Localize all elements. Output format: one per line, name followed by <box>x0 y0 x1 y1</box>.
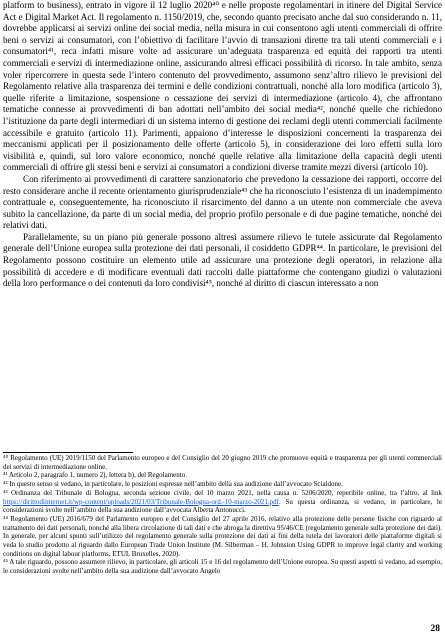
footnote-43-link[interactable]: https://dirittodiinternet.it/wp-content/uploads/2021/03/Tribunale-Bologna-ord.-10-marzo-2021.pdf <box>3 497 280 506</box>
footnote-45: ⁴⁵ A tale riguardo, possono assumere rilievo, in particolare, gli articoli 15 e 16 del regolamento dell’Unione europea. Su questi aspetti si vedano, ad esempio, le considerazioni svolte nell’ambito della sua audizione dall’avvocato Angelo <box>3 558 442 576</box>
footnote-41: ⁴¹ Articolo 2, paragrafo 1, numero 2), lettera b), del Regolamento. <box>3 471 187 480</box>
footnote-43-text: ⁴³ Ordinanza del Tribunale di Bologna, seconda sezione civile, del 10 marzo 2021, nella causa n. 5206/2020, reperibile online, tra l’altro, al link <box>3 488 442 497</box>
paragraph-1: platform to business), entrato in vigore il 12 luglio 2020⁴⁰ e nelle proposte regolamentari in itinere del Digital Service Act e Digital Market Act. Il regolamento n. 1150/2019, che, secondo quanto precisato anche dal suo considerando n. 11, dovrebbe applicarsi ai servizi online dei social media, nella misura in cui consentono agli utenti commerciali di offrire beni o servizi ai consumatori, con l’obiettivo di facilitare l’avvio di transazioni dirette tra tali utenti commerciali e i consumatori⁴¹, reca infatti misure volte ad assicurare un’adeguata trasparenza ed equità dei rapporti tra utenti commerciali e servizi di intermediazione online, assicurando altresì efficaci possibilità di ricorso. In tale ambito, senza voler ripercorrere in questa sede l’intero contenuto del provvedimento, assumono senz’altro rilievo le previsioni del Regolamento relative alla trasparenza dei termini e delle condizioni contrattuali, nonché alla loro modifica (articolo 3), quelle riferite a limitazione, sospensione o cessazione dei servizi di intermediazione (articolo 4), che affrontano tematiche connesse ai provvedimenti di ban adottati nell’ambito dei social media⁴², nonché quelle che richiedono l’istituzione da parte degli intermediari di un sistema interno di gestione dei reclami degli utenti commerciali facilmente accessibile e gratuito (articolo 11). Parimenti, appaiono d’interesse le disposizioni concernenti la trasparenza dei meccanismi applicati per il posizionamento delle offerte (articolo 5), in considerazione dei loro effetti sulla loro visibilità e, quindi, sul loro valore economico, nonché quelle relative alla limitazione della capacità degli utenti commerciali di offrire gli stessi beni e servizi ai consumatori a condizioni diverse tramite mezzi diversi (articolo 10). <box>3 0 442 173</box>
paragraph-3: Parallelamente, su un piano più generale possono altresì assumere rilievo le tutele assicurate dal Regolamento generale dell’Unione europea sulla protezione dei dati personali, il cosiddetto GDPR⁴⁴. In particolare, le previsioni del Regolamento possono costituire un elemento utile ad assicurare una protezione degli operatori, in relazione alla possibilità di accedere e di modificare eventuali dati raccolti dalle piattaforme che contengano giudizi o valutazioni della loro performance o dei contenuti da loro condivisi⁴⁵, nonché al diritto di ciascun interessato a non <box>3 231 442 289</box>
document-page <box>3 0 442 636</box>
footnote-43 <box>3 489 442 515</box>
footnote-divider <box>3 452 133 453</box>
footnote-44: ⁴⁴ Regolamento (UE) 2016/679 del Parlamento europeo e del Consiglio del 27 aprile 2016, relativo alla protezione delle persone fisiche con riguardo al trattamento dei dati personali, nonché alla libera circolazione di tali dati e che abroga la direttiva 95/46/CE (regolamento generale sulla protezione dei dati). In generale, per alcuni spunti sull’utilizzo del regolamento generale sulla protezione dei dati ai fini della tutela dei lavoratori delle piattaforme digitali si veda lo studio prodotto al riguardo dallo European Trade Union Institute (M. Silberman – H. Johnston Using GDPR to improve legal clarity and working conditions on digital labour platforms, ETUI, Bruxelles, 2020). <box>3 514 442 558</box>
footnote-42: ⁴² In questo senso si vedano, in particolare, le posizioni espresse nell’ambito della sua audizione dall’avvocato Scialdone. <box>3 480 343 489</box>
footnotes <box>3 454 442 576</box>
footnote-40: ⁴⁰ Regolamento (UE) 2019/1150 del Parlamento europeo e del Consiglio del 20 giugno 2019 che promuove equità e trasparenza per gli utenti commerciali dei servizi di intermediazione online. <box>3 454 442 471</box>
paragraph-2: Con riferimento ai provvedimenti di carattere sanzionatorio che prevedono la cessazione dei rapporti, occorre del resto considerare anche il recente orientamento giurisprudenziale⁴³ che ha riconosciuto l’esistenza di un inadempimento contrattuale e, conseguentemente, ha riconosciuto il risarcimento del danno a un utente non commerciale che aveva subito la cancellazione, da parte di un social media, del proprio profilo personale e di due pagine tematiche, nonché dei relativi dati. <box>3 173 442 231</box>
footnote-43-text-cont: . Su questa ordinanza, si vedano, in particolare, le considerazioni svolte nell’ambito della sua audizione dall’avvocata Alberta Antonucci. <box>3 497 442 515</box>
main-text <box>3 0 442 290</box>
page-number: 28 <box>430 624 440 634</box>
